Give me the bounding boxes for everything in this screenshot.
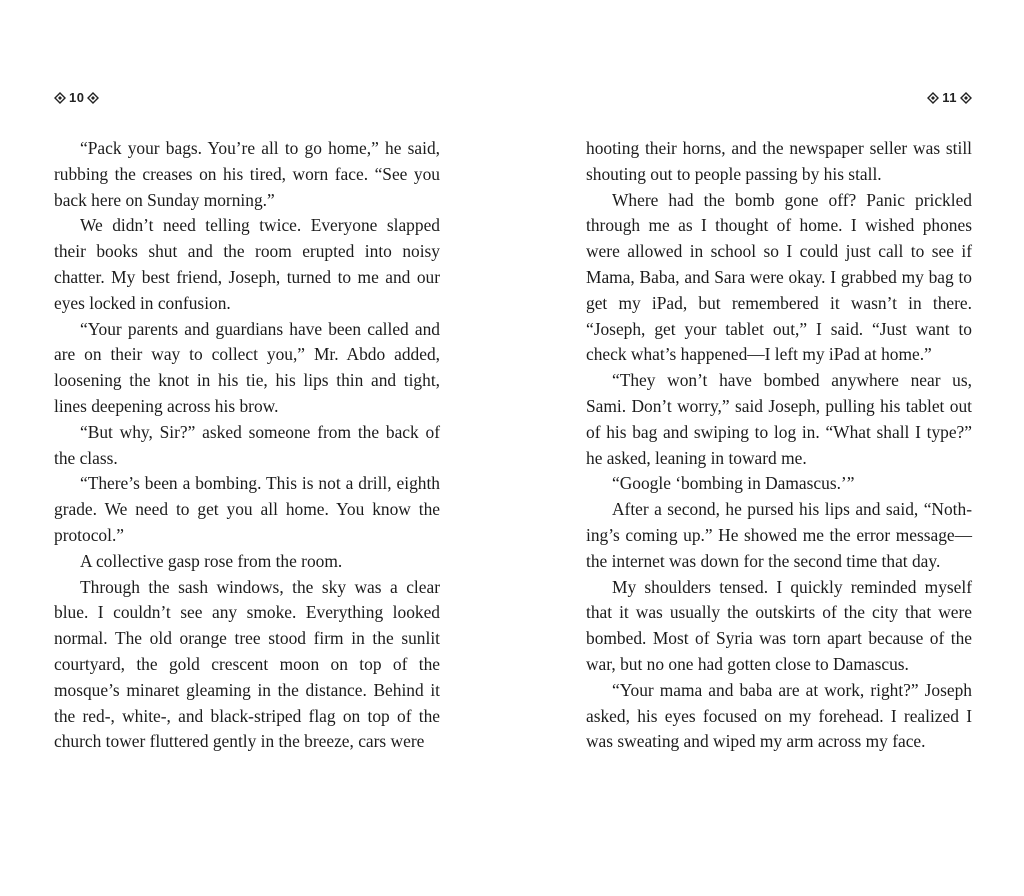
paragraph: “Google ‘bombing in Damascus.’” xyxy=(612,473,855,494)
paragraph: “Your parents and guardians have been called and are on their way to collect you,” Mr. Abdo added, loosening the knot in his tie, his lips thin and tight, lines deepening across his brow. xyxy=(54,318,440,416)
right-page xyxy=(512,0,1024,896)
folio-number: 11 xyxy=(942,90,957,105)
paragraph: “Your mama and baba are at work, right?” Joseph asked, his eyes focused on my forehead. I realized I was sweating and wiped my arm across my face. xyxy=(586,679,972,752)
paragraph: “But why, Sir?” asked someone from the back of the class. xyxy=(54,421,440,468)
diamond-ornament-icon xyxy=(927,92,939,104)
paragraph: After a second, he pursed his lips and said, “Nothing’s coming up.” He showed me the error message— the internet was down for the second time that day. xyxy=(586,499,972,571)
page-number-right xyxy=(927,88,972,108)
paragraph: Through the sash windows, the sky was a clear blue. I couldn’t see any smoke. Everything looked normal. The old orange tree stood firm in the sunlit courtyard, the gold crescent moon on top of the mosque’s minaret gleaming in the distance. Behind it the red-, white-, and black-striped flag on top of the church tower fluttered gently in the breeze, cars were xyxy=(54,576,440,752)
paragraph: “Pack your bags. You’re all to go home,” he said, rubbing the creases on his tired, worn face. “See you back here on Sunday morning.” xyxy=(54,138,440,210)
diamond-ornament-icon xyxy=(54,92,66,104)
paragraph: We didn’t need telling twice. Everyone slapped their books shut and the room erupted into noisy chatter. My best friend, Joseph, turned to me and our eyes locked in confusion. xyxy=(54,215,440,313)
diamond-ornament-icon xyxy=(87,92,99,104)
diamond-ornament-icon xyxy=(960,92,972,104)
paragraph-continuation: hooting their horns, and the newspaper seller was still shouting out to people passing by his stall. xyxy=(586,138,972,184)
paragraph: “They won’t have bombed anywhere near us, Sami. Don’t worry,” said Joseph, pulling his tablet out of his bag and swiping to log in. “What shall I type?” he asked, leaning in toward me. xyxy=(586,370,972,468)
paragraph: “There’s been a bombing. This is not a drill, eighth grade. We need to get you all home. You know the protocol.” xyxy=(54,473,440,545)
body-text-left xyxy=(54,136,440,755)
body-text-right xyxy=(586,136,972,755)
paragraph: A collective gasp rose from the room. xyxy=(80,550,343,571)
folio-number: 10 xyxy=(69,90,85,105)
paragraph: My shoulders tensed. I quickly reminded myself that it was usually the outskirts of the city that were bombed. Most of Syria was torn apart because of the war, but no one had gotten close to Damascus. xyxy=(586,576,972,674)
page-number-left xyxy=(54,88,99,108)
paragraph: Where had the bomb gone off? Panic prickled through me as I thought of home. I wished phones were allowed in school so I could just call to see if Mama, Baba, and Sara were okay. I grabbed my bag to get my iPad, but remembered it wasn’t in there. “Joseph, get your tablet out,” I said. “Just want to check what’s happened—I left my iPad at home.” xyxy=(586,189,972,365)
